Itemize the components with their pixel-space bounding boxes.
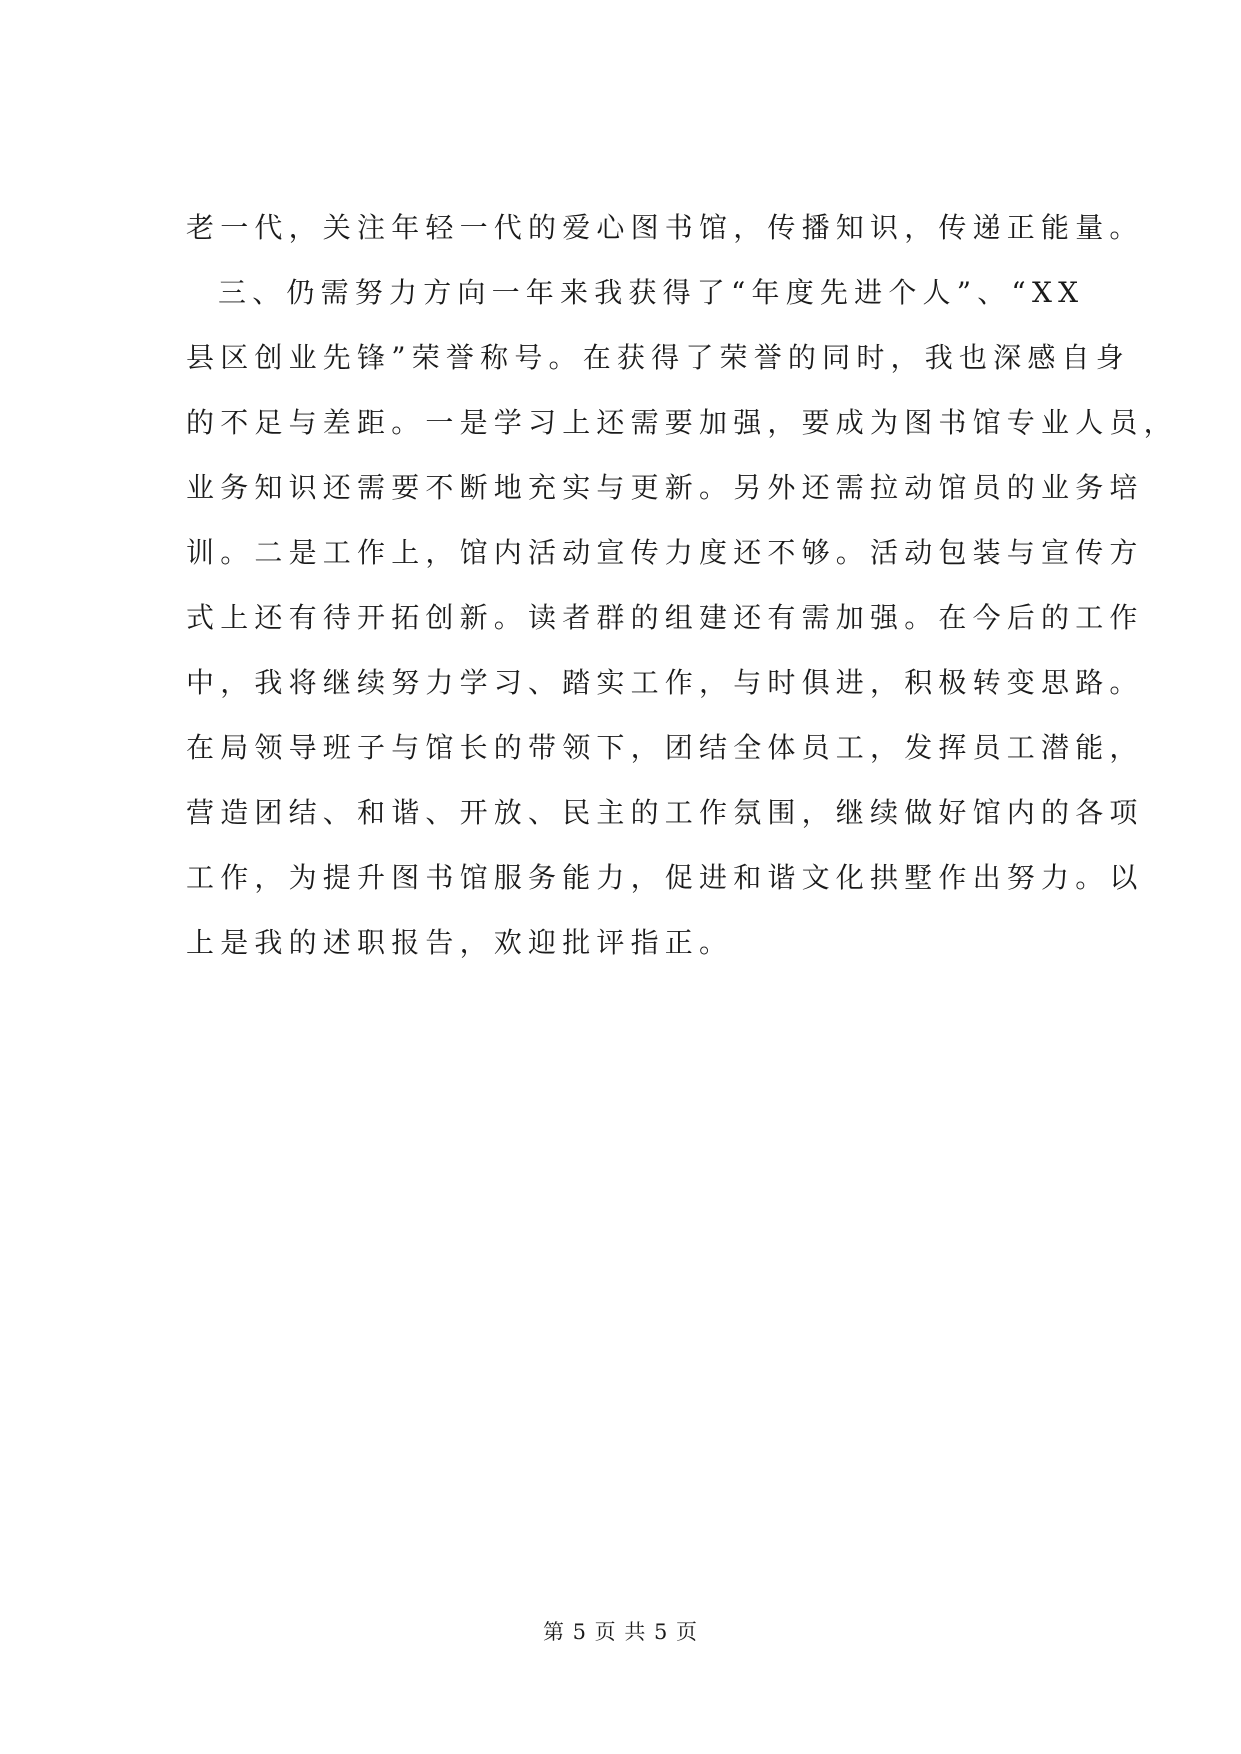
paragraph-line-9: 在局领导班子与馆长的带领下，团结全体员工，发挥员工潜能，	[186, 731, 1144, 764]
paragraph-line-2: 三、仍需努力方向一年来我获得了“年度先进个人”、“XX	[218, 276, 1085, 309]
paragraph-line-12: 上是我的述职报告，欢迎批评指正。	[186, 926, 734, 959]
paragraph-line-4: 的不足与差距。一是学习上还需要加强，要成为图书馆专业人员，	[186, 406, 1178, 439]
paragraph-line-3: 县区创业先锋”荣誉称号。在获得了荣誉的同时，我也深感自身	[186, 341, 1130, 374]
paragraph-line-8: 中，我将继续努力学习、踏实工作，与时俱进，积极转变思路。	[186, 666, 1144, 699]
paragraph-line-1: 老一代，关注年轻一代的爱心图书馆，传播知识，传递正能量。	[186, 211, 1144, 244]
paragraph-line-6: 训。二是工作上，馆内活动宣传力度还不够。活动包装与宣传方	[186, 536, 1144, 569]
paragraph-line-7: 式上还有待开拓创新。读者群的组建还有需加强。在今后的工作	[186, 601, 1144, 634]
page-number-footer: 第 5 页 共 5 页	[542, 1620, 699, 1644]
paragraph-line-5: 业务知识还需要不断地充实与更新。另外还需拉动馆员的业务培	[186, 471, 1144, 504]
paragraph-line-11: 工作，为提升图书馆服务能力，促进和谐文化拱墅作出努力。以	[186, 861, 1144, 894]
paragraph-line-10: 营造团结、和谐、开放、民主的工作氛围，继续做好馆内的各项	[186, 796, 1144, 829]
